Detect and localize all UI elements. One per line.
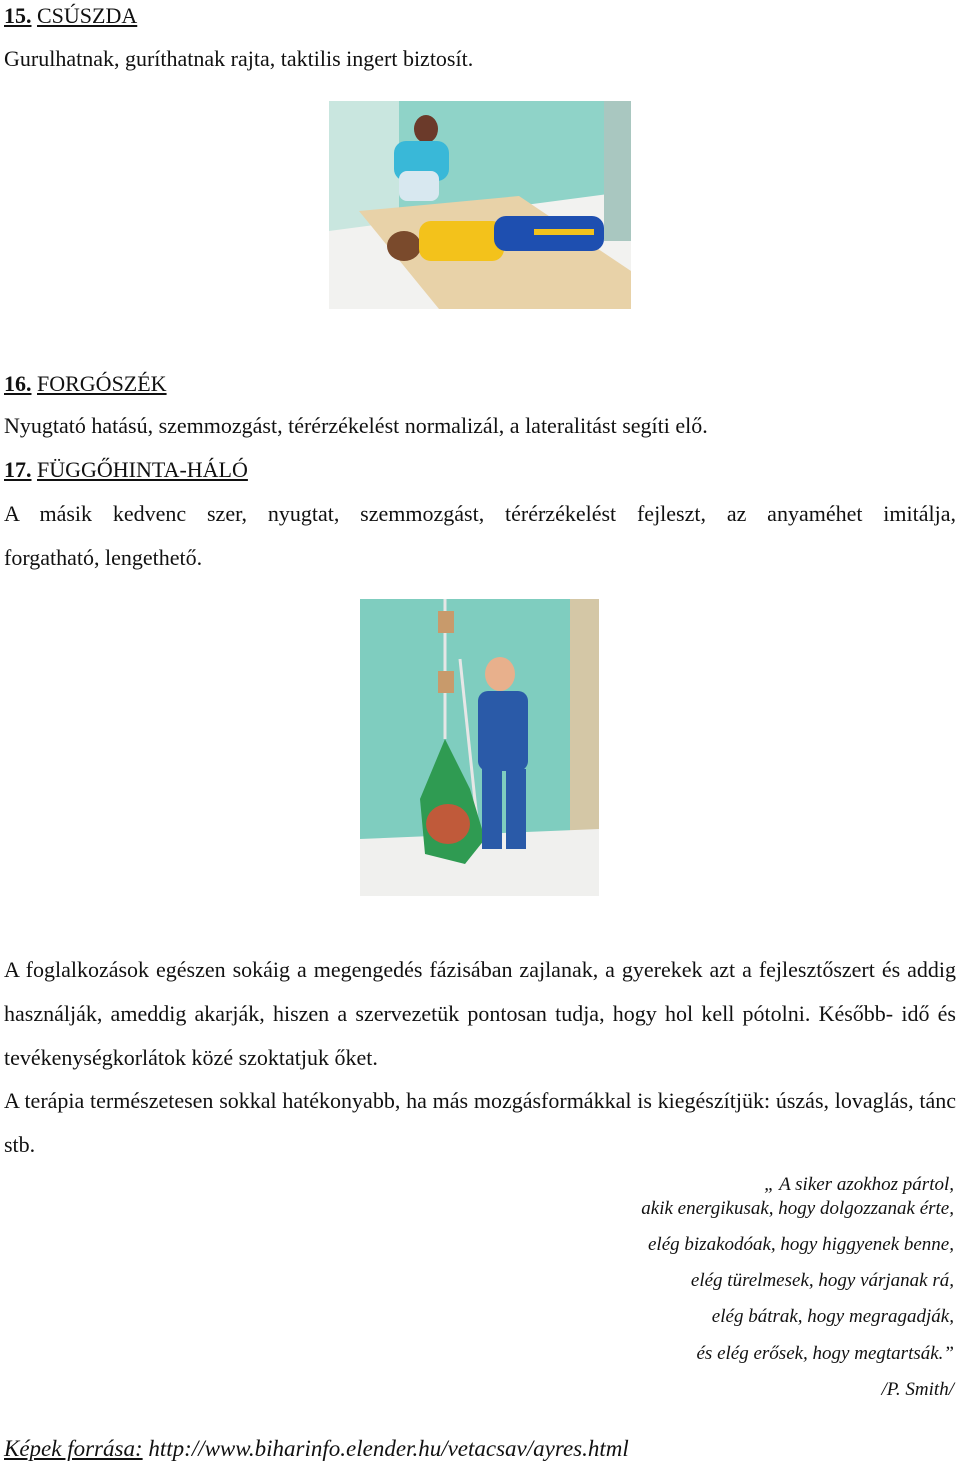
section-15-text: Gurulhatnak, guríthatnak rajta, taktilis ingert biztosít. [4,46,474,71]
section-15-number: 15. [4,3,32,28]
section-17-text-line1: A másik kedvenc szer, nyugtat, szemmozgást, térérzékelést fejleszt, az anyaméhet imitálja, [4,501,956,526]
quote-line-5: elég bátrak, hogy megragadják, [711,1306,954,1327]
section-15-title: CSÚSZDA [37,3,138,28]
section-15-heading [4,2,137,30]
slide-photo [329,101,631,309]
section-16-text: Nyugtató hatású, szemmozgást, térérzékelést normalizál, a lateralitást segíti elő. [4,413,708,438]
section-16-title: FORGÓSZÉK [37,371,167,396]
quote-line-2: akik energikusak, hogy dolgozzanak érte, [641,1198,954,1219]
section-17-title: FÜGGŐHINTA-HÁLÓ [37,457,248,482]
quote-line-4: elég türelmesek, hogy várjanak rá, [690,1270,954,1291]
quote-line-3: elég bizakodóak, hogy higgyenek benne, [648,1234,954,1255]
image-source-url[interactable]: http://www.biharinfo.elender.hu/vetacsav/ayres.html [142,1436,629,1461]
hammock-photo [360,599,599,896]
quote-line-6: és elég erősek, hogy megtartsák.” [696,1343,954,1364]
paragraph-2: A terápia természetesen sokkal hatékonyabb, ha más mozgásformákkal is kiegészítjük: úszás, lovaglás, tánc stb. [4,1088,956,1157]
quote-author: /P. Smith/ [881,1379,954,1400]
quote-line-1: „ A siker azokhoz pártol, [764,1174,954,1195]
section-16-heading [4,370,167,398]
section-17-text-line2: forgatható, lengethető. [4,545,203,570]
image-source [4,1436,629,1462]
section-17-heading [4,456,248,484]
paragraph-1: A foglalkozások egészen sokáig a megengedés fázisában zajlanak, a gyerekek azt a fejlesztőszert és addig használják, ameddig akarják, hiszen a szervezetük pontosan tudja, hogy hol kell pótolni. Később- idő és tevékenységkorlátok közé szoktatjuk őket. [4,957,956,1070]
section-17-number: 17. [4,457,32,482]
section-16-number: 16. [4,371,32,396]
image-source-label: Képek forrása: [4,1436,143,1461]
